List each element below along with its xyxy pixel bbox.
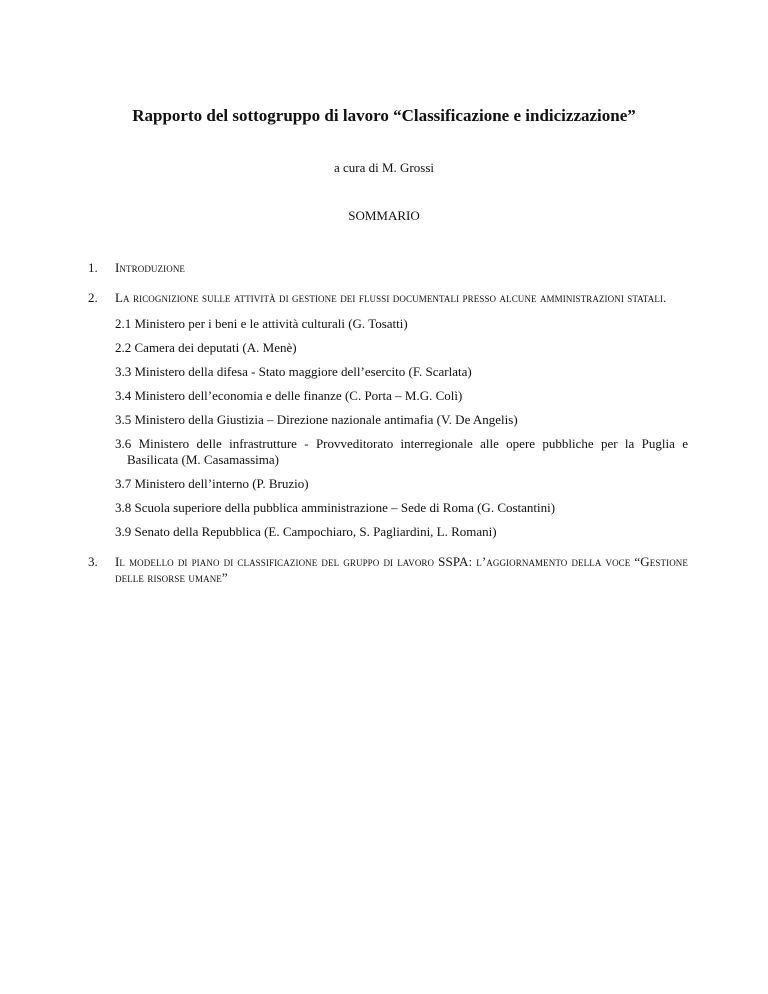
summary-heading: SOMMARIO (348, 208, 420, 223)
toc-number: 2. (88, 290, 98, 305)
toc-item-1 (88, 260, 688, 276)
subsection-list (115, 316, 688, 540)
toc-text: Il modello di piano di classificazione del gruppo di lavoro SSPA: l’aggiornamento della voce “Gestione delle risorse umane” (115, 554, 688, 585)
toc-item-2 (88, 290, 688, 306)
toc-number: 3. (88, 554, 98, 569)
document-author: a cura di M. Grossi (333, 160, 434, 175)
list-item: 3.6 Ministero delle infrastrutture - Provveditorato interregionale alle opere pubbliche per la Puglia e Basilicata (M. Casamassima) (115, 436, 688, 467)
table-of-contents (88, 260, 688, 600)
list-item: 3.9 Senato della Repubblica (E. Campochiaro, S. Pagliardini, L. Romani) (115, 524, 497, 539)
list-item: 2.1 Ministero per i beni e le attività culturali (G. Tosatti) (115, 316, 408, 331)
list-item: 3.5 Ministero della Giustizia – Direzione nazionale antimafia (V. De Angelis) (115, 412, 518, 427)
toc-item-3 (88, 554, 688, 586)
list-item: 2.2 Camera dei deputati (A. Menè) (115, 340, 297, 355)
list-item: 3.4 Ministero dell’economia e delle finanze (C. Porta – M.G. Colì) (115, 388, 463, 403)
toc-text: La ricognizione sulle attività di gestione dei flussi documentali presso alcune amministrazioni statali. (115, 290, 667, 305)
document-title: Rapporto del sottogruppo di lavoro “Classificazione e indicizzazione” (132, 106, 636, 125)
list-item: 3.7 Ministero dell’interno (P. Bruzio) (115, 476, 309, 491)
toc-number: 1. (88, 260, 98, 275)
list-item: 3.8 Scuola superiore della pubblica amministrazione – Sede di Roma (G. Costantini) (115, 500, 556, 515)
list-item: 3.3 Ministero della difesa - Stato maggiore dell’esercito (F. Scarlata) (115, 364, 472, 379)
toc-text: Introduzione (115, 260, 186, 275)
